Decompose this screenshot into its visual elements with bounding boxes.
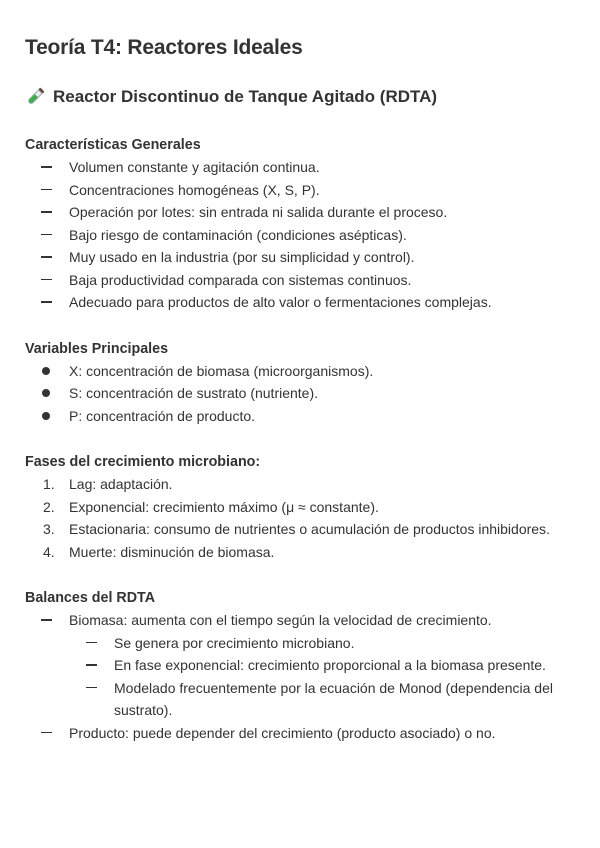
item-text: Muerte: disminución de biomasa. xyxy=(69,543,275,560)
list-item xyxy=(25,518,576,541)
list-item: Adecuado para productos de alto valor o fermentaciones complejas. xyxy=(25,291,576,314)
item-number: 1. xyxy=(43,476,55,492)
list-item: Volumen constante y agitación continua. xyxy=(25,156,576,179)
item-text: Biomasa: aumenta con el tiempo según la velocidad de crecimiento. xyxy=(69,612,492,628)
section-caracteristicas xyxy=(25,134,576,314)
section-fases xyxy=(25,451,576,563)
page-title: Teoría T4: Reactores Ideales xyxy=(25,36,303,59)
item-text: Lag: adaptación. xyxy=(69,476,173,492)
nested-dash-list xyxy=(25,632,576,722)
nested-list-item: Modelado frecuentemente por la ecuación de Monod (dependencia del sustrato). xyxy=(25,677,576,722)
item-number: 3. xyxy=(43,521,55,537)
list-item: Operación por lotes: sin entrada ni salida durante el proceso. xyxy=(25,201,576,224)
numbered-list xyxy=(25,473,576,563)
list-item: X: concentración de biomasa (microorganismos). xyxy=(25,360,576,383)
nested-list-item: En fase exponencial: crecimiento proporcional a la biomasa presente. xyxy=(25,654,576,677)
list-item xyxy=(25,496,576,519)
dash-list xyxy=(25,156,576,314)
list-item xyxy=(25,609,576,722)
list-item xyxy=(25,541,576,564)
list-item: Muy usado en la industria (por su simplicidad y control). xyxy=(25,246,576,269)
list-item: Producto: puede depender del crecimiento (producto asociado) o no. xyxy=(25,722,576,745)
bullet-list xyxy=(25,360,576,428)
dash-list xyxy=(25,609,576,744)
item-number: 2. xyxy=(43,498,55,515)
item-number: 4. xyxy=(43,543,55,560)
list-item: Baja productividad comparada con sistemas continuos. xyxy=(25,269,576,292)
section-variables xyxy=(25,338,576,428)
section-balances xyxy=(25,587,576,744)
list-item: Concentraciones homogéneas (X, S, P). xyxy=(25,179,576,202)
list-item: Bajo riesgo de contaminación (condiciones asépticas). xyxy=(25,224,576,247)
section-heading: Fases del crecimiento microbiano: xyxy=(25,454,261,470)
reactor-subtitle xyxy=(25,84,576,110)
item-text: Estacionaria: consumo de nutrientes o acumulación de productos inhibidores. xyxy=(69,521,550,537)
subtitle-text: Reactor Discontinuo de Tanque Agitado (RDTA) xyxy=(53,87,438,106)
section-heading: Balances del RDTA xyxy=(25,590,156,606)
nested-list-item: Se genera por crecimiento microbiano. xyxy=(25,632,576,655)
section-heading: Variables Principales xyxy=(25,340,169,357)
test-tube-icon xyxy=(24,86,46,108)
section-heading: Características Generales xyxy=(25,137,201,153)
item-text: Exponencial: crecimiento máximo (μ ≈ constante). xyxy=(69,498,379,515)
list-item: S: concentración de sustrato (nutriente). xyxy=(25,382,576,405)
list-item xyxy=(25,473,576,496)
list-item: P: concentración de producto. xyxy=(25,405,576,428)
